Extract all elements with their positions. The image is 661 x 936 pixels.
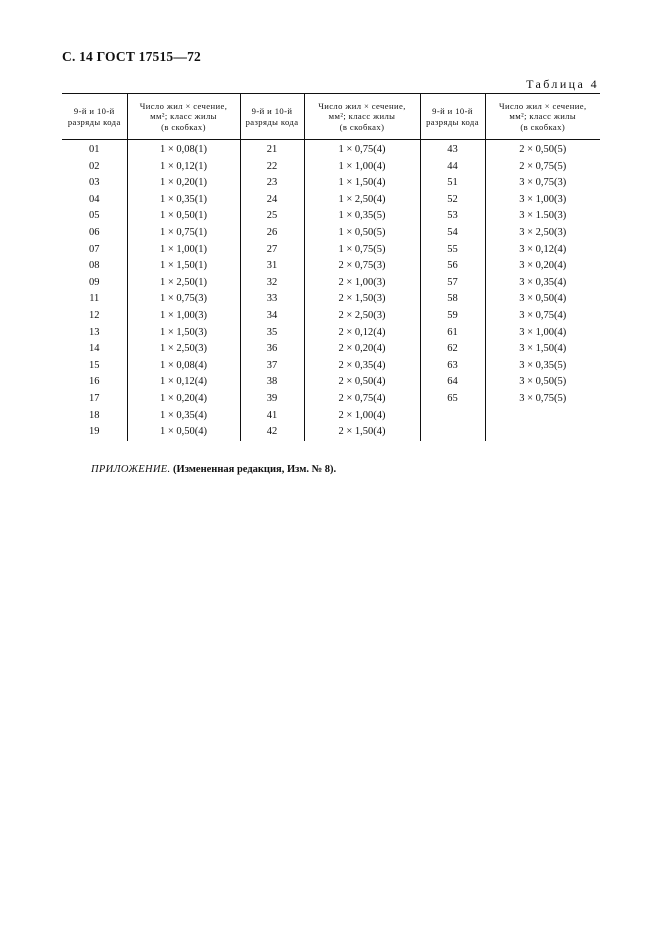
table-row	[62, 424, 600, 441]
code-cell: 38	[240, 374, 304, 391]
code-cell: 15	[89, 359, 100, 371]
cross-section-cell: 2 × 1,50(3)	[304, 291, 420, 308]
code-cell: 61	[420, 325, 485, 342]
code-cell: 13	[89, 326, 100, 338]
cross-section-cell: 1 × 1,00(3)	[127, 308, 240, 325]
cross-section-cell: 2 × 1,00(3)	[304, 275, 420, 292]
table-row	[62, 192, 600, 209]
cross-section-cell: 2 × 0,75(5)	[485, 159, 600, 176]
code-cell: 25	[240, 208, 304, 225]
cross-section-cell: 1 × 0,35(5)	[304, 208, 420, 225]
code-cell: 54	[420, 225, 485, 242]
table-body	[62, 140, 600, 441]
cross-section-cell: 1 × 0,75(1)	[127, 225, 240, 242]
code-cell: 27	[240, 242, 304, 259]
table-row	[62, 175, 600, 192]
code-cell: 31	[240, 258, 304, 275]
cross-section-cell: 3 × 0,20(4)	[485, 258, 600, 275]
code-cell: 41	[240, 408, 304, 425]
cross-section-cell: 2 × 0,75(3)	[304, 258, 420, 275]
cross-section-cell: 3 × 2,50(3)	[485, 225, 600, 242]
cross-section-cell: 3 × 0,50(4)	[485, 291, 600, 308]
cable-code-table	[62, 93, 600, 441]
cross-section-cell: 1 × 1,50(3)	[127, 325, 240, 342]
code-cell: 32	[240, 275, 304, 292]
code-cell: 23	[240, 175, 304, 192]
code-cell: 51	[420, 175, 485, 192]
column-header-cross-section	[127, 94, 240, 140]
table-row	[62, 258, 600, 275]
code-cell: 17	[89, 392, 100, 404]
cross-section-cell: 3 × 0,12(4)	[485, 242, 600, 259]
column-header-cross-section	[304, 94, 420, 140]
column-header-line: (в скобках)	[161, 121, 206, 132]
code-cell: 14	[89, 343, 100, 355]
table-row	[62, 208, 600, 225]
column-header-line: мм²; класс жилы	[328, 111, 396, 122]
code-cell: 01	[89, 144, 100, 155]
cross-section-cell: 3 × 0,75(4)	[485, 308, 600, 325]
footer-note	[91, 464, 336, 475]
code-cell: 44	[420, 159, 485, 176]
column-header-line: 9-й и 10-й	[432, 106, 473, 116]
code-cell: 57	[420, 275, 485, 292]
code-cell: 18	[89, 409, 100, 421]
code-cell: 26	[240, 225, 304, 242]
code-cell: 22	[240, 159, 304, 176]
code-cell: 09	[89, 276, 100, 288]
code-cell: 63	[420, 358, 485, 375]
table-header-row	[62, 94, 600, 140]
table-label: Таблица 4	[526, 77, 599, 91]
column-header-line: Число жил × сечение,	[318, 100, 406, 111]
cross-section-cell: 1 × 2,50(1)	[127, 275, 240, 292]
cross-section-cell: 2 × 2,50(3)	[304, 308, 420, 325]
code-cell: 64	[420, 374, 485, 391]
cross-section-cell: 1 × 0,08(1)	[127, 140, 240, 159]
code-cell: 04	[89, 193, 100, 205]
cross-section-cell: 1 × 0,75(3)	[127, 291, 240, 308]
table-row	[62, 325, 600, 342]
code-cell: 21	[240, 140, 304, 159]
table-row	[62, 275, 600, 292]
cross-section-cell: 1 × 0,08(4)	[127, 358, 240, 375]
code-cell: 35	[240, 325, 304, 342]
code-cell: 16	[89, 376, 100, 388]
cross-section-cell	[485, 408, 600, 425]
code-cell: 39	[240, 391, 304, 408]
cross-section-cell: 2 × 0,50(5)	[485, 140, 600, 159]
code-cell: 33	[240, 291, 304, 308]
cross-section-cell	[485, 424, 600, 441]
cross-section-cell: 2 × 0,35(4)	[304, 358, 420, 375]
table-row	[62, 374, 600, 391]
table-row	[62, 341, 600, 358]
table-row	[62, 225, 600, 242]
code-cell: 07	[89, 243, 100, 255]
cross-section-cell: 1 × 0,75(5)	[304, 242, 420, 259]
cross-section-cell: 1 × 1,00(4)	[304, 159, 420, 176]
code-cell: 56	[420, 258, 485, 275]
column-header-line: разряды кода	[245, 116, 299, 127]
code-cell: 53	[420, 208, 485, 225]
column-header-code	[62, 94, 127, 140]
column-header-line: разряды кода	[67, 116, 121, 127]
column-header-line: разряды кода	[426, 116, 479, 127]
code-cell: 65	[420, 391, 485, 408]
column-header-line: мм²; класс жилы	[150, 111, 217, 122]
appendix-label: ПРИЛОЖЕНИЕ.	[91, 464, 171, 475]
table-row	[62, 308, 600, 325]
cross-section-cell: 2 × 1,50(4)	[304, 424, 420, 441]
cross-section-cell: 3 × 0,75(5)	[485, 391, 600, 408]
code-cell: 12	[89, 309, 100, 321]
table-row	[62, 159, 600, 176]
code-cell: 58	[420, 291, 485, 308]
code-cell: 24	[240, 192, 304, 209]
cross-section-cell: 1 × 0,50(5)	[304, 225, 420, 242]
code-cell: 19	[89, 426, 100, 438]
code-cell: 59	[420, 308, 485, 325]
cross-section-cell: 1 × 0,75(4)	[304, 140, 420, 159]
cross-section-cell: 3 × 1.50(3)	[485, 208, 600, 225]
code-cell	[420, 408, 485, 425]
table-row	[62, 358, 600, 375]
column-header-line: (в скобках)	[339, 121, 385, 132]
cross-section-cell: 2 × 1,00(4)	[304, 408, 420, 425]
cross-section-cell: 1 × 0,20(1)	[127, 175, 240, 192]
code-cell: 42	[240, 424, 304, 441]
page-header: С. 14 ГОСТ 17515—72	[62, 49, 201, 64]
code-cell: 06	[89, 226, 100, 238]
cross-section-cell: 1 × 1,50(4)	[304, 175, 420, 192]
column-header-line: 9-й и 10-й	[251, 106, 293, 116]
code-cell	[420, 424, 485, 441]
cross-section-cell: 2 × 0,75(4)	[304, 391, 420, 408]
cross-section-cell: 3 × 1,00(4)	[485, 325, 600, 342]
cross-section-cell: 3 × 0,75(3)	[485, 175, 600, 192]
cross-section-cell: 3 × 1,00(3)	[485, 192, 600, 209]
cross-section-cell: 1 × 1,50(1)	[127, 258, 240, 275]
column-header-code	[420, 94, 485, 140]
cross-section-cell: 3 × 0,35(4)	[485, 275, 600, 292]
cross-section-cell: 1 × 0,50(4)	[127, 424, 240, 441]
code-cell: 37	[240, 358, 304, 375]
cross-section-cell: 1 × 2,50(3)	[127, 341, 240, 358]
code-cell: 55	[420, 242, 485, 259]
cross-section-cell: 2 × 0,12(4)	[304, 325, 420, 342]
cross-section-cell: 1 × 0,50(1)	[127, 208, 240, 225]
column-header-line: Число жил × сечение,	[498, 100, 587, 111]
cross-section-cell: 3 × 0,35(5)	[485, 358, 600, 375]
code-cell: 36	[240, 341, 304, 358]
cross-section-cell: 1 × 0,12(4)	[127, 374, 240, 391]
cross-section-cell: 2 × 0,20(4)	[304, 341, 420, 358]
column-header-line: мм²; класс жилы	[509, 111, 577, 122]
cross-section-cell: 2 × 0,50(4)	[304, 374, 420, 391]
column-header-line: Число жил × сечение,	[139, 100, 228, 111]
cross-section-cell: 1 × 0,35(1)	[127, 192, 240, 209]
table-row	[62, 140, 600, 159]
column-header-code	[240, 94, 304, 140]
cross-section-cell: 1 × 2,50(4)	[304, 192, 420, 209]
cross-section-cell: 1 × 1,00(1)	[127, 242, 240, 259]
code-cell: 11	[89, 293, 100, 305]
code-cell: 34	[240, 308, 304, 325]
code-cell: 03	[89, 177, 100, 189]
column-header-line: (в скобках)	[520, 121, 566, 132]
cross-section-cell: 3 × 0,50(5)	[485, 374, 600, 391]
revision-note: (Измененная редакция, Изм. № 8).	[173, 464, 337, 475]
code-cell: 52	[420, 192, 485, 209]
cross-section-cell: 3 × 1,50(4)	[485, 341, 600, 358]
code-cell: 02	[89, 160, 100, 172]
cross-section-cell: 1 × 0,12(1)	[127, 159, 240, 176]
code-cell: 05	[89, 210, 100, 222]
cross-section-cell: 1 × 0,20(4)	[127, 391, 240, 408]
column-header-line: 9-й и 10-й	[73, 106, 115, 116]
table-row	[62, 242, 600, 259]
column-header-cross-section	[485, 94, 600, 140]
code-cell: 08	[89, 260, 100, 272]
code-cell: 62	[420, 341, 485, 358]
table-row	[62, 391, 600, 408]
table-row	[62, 408, 600, 425]
code-cell: 43	[420, 140, 485, 159]
table-row	[62, 291, 600, 308]
cross-section-cell: 1 × 0,35(4)	[127, 408, 240, 425]
